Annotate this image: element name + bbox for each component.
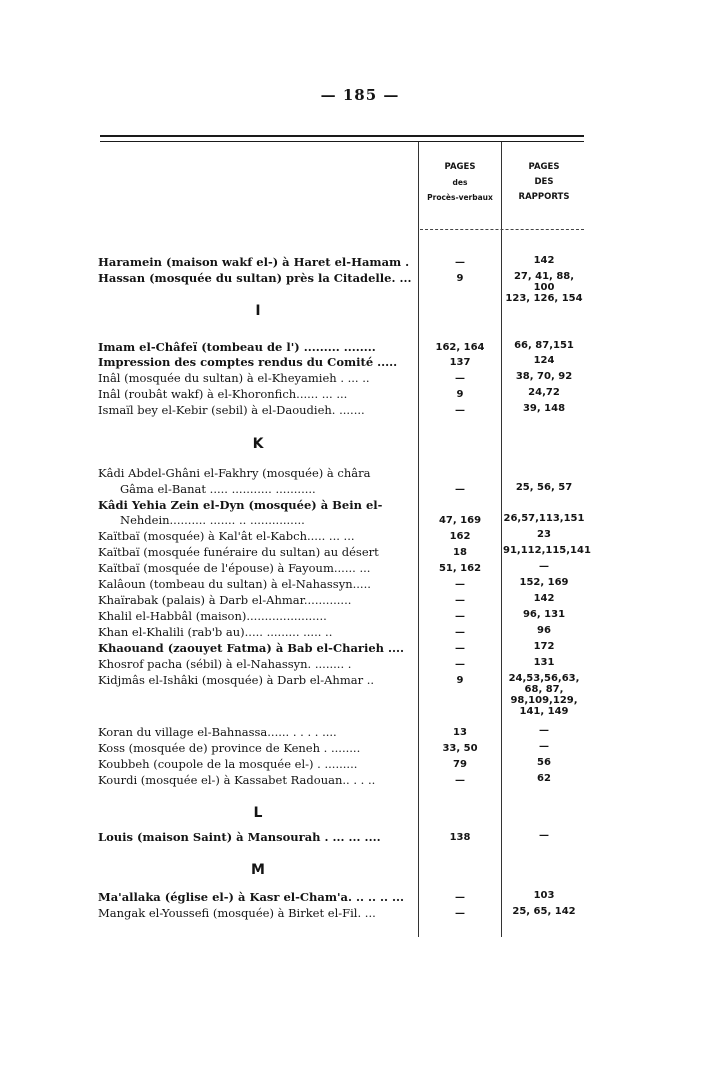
top-rule [100, 135, 584, 137]
section-letter: I [255, 303, 261, 319]
column-header-proces-verbaux: PAGES des Procès-verbaux [427, 162, 493, 202]
column-header-rapports: PAGES DES RAPPORTS [518, 162, 570, 202]
section-letter: K [252, 436, 264, 452]
section-letter: M [251, 862, 265, 878]
page-number: — 185 — [320, 86, 400, 104]
section-letter: L [253, 805, 263, 821]
top-rule-thin [100, 141, 584, 142]
column-divider-right [501, 142, 502, 937]
column-divider-left [418, 142, 419, 937]
header-underline [420, 229, 584, 230]
